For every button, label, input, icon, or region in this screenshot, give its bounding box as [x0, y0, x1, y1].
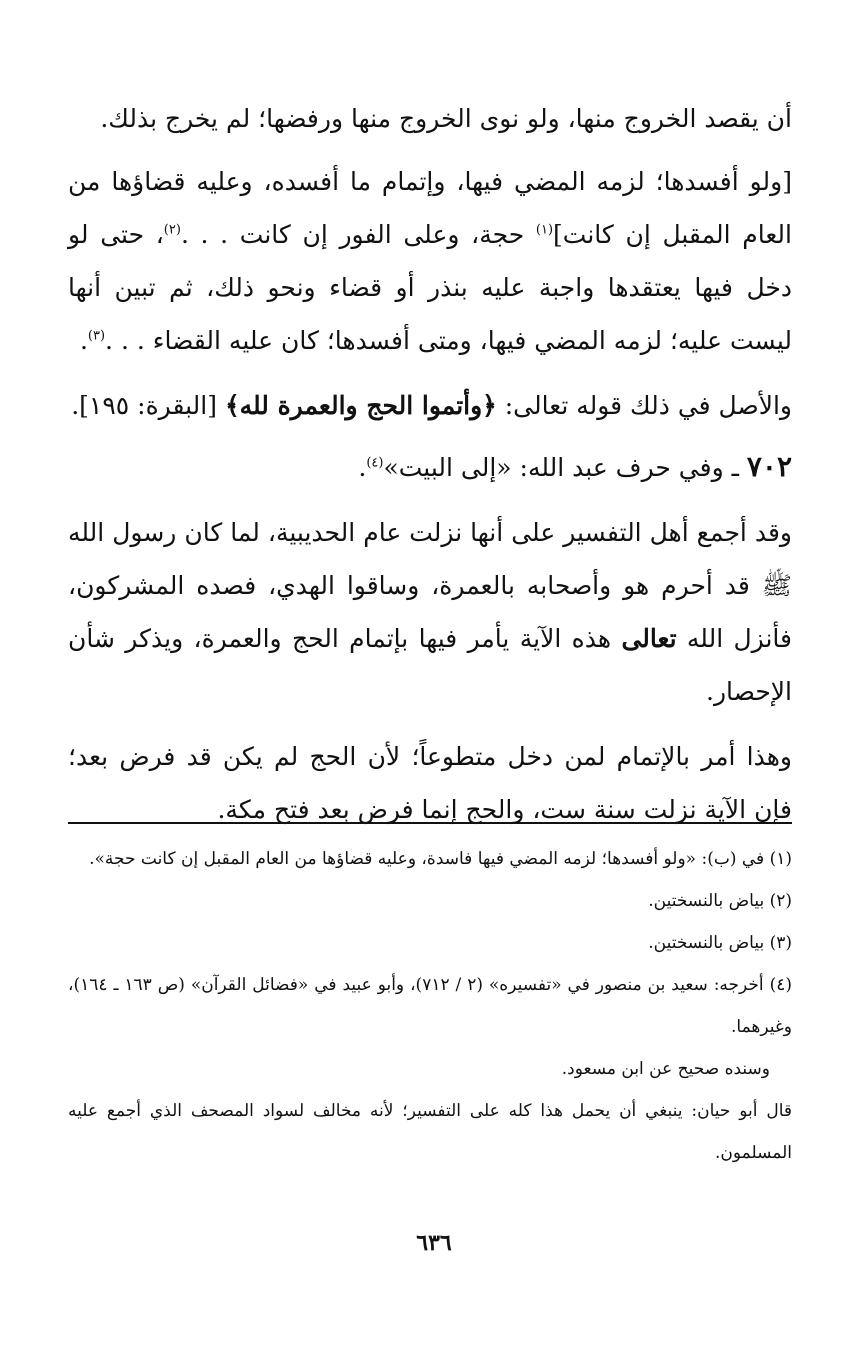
paragraph-5-text-a: وقد أجمع أهل التفسير على أنها نزلت عام الحديبية، لما كان رسول الله ﷺ قد أحرم هو وأصحابه بالعمرة، وساقوا الهدي، فصده المشركون، فأنزل الله — [68, 518, 792, 653]
paragraph-2 — [68, 155, 792, 367]
footnote-divider — [68, 822, 792, 824]
footnotes — [68, 838, 792, 1174]
paragraph-2-text-b: حجة، وعلى الفور إن كانت . . . — [180, 220, 536, 249]
main-text — [68, 92, 792, 848]
paragraph-3-text-a: والأصل في ذلك قوله تعالى: — [496, 391, 792, 420]
footnote-1: (١) في (ب): «ولو أفسدها؛ لزمه المضي فيها فاسدة، وعليه قضاؤها من العام المقبل إن كانت حجة». — [89, 849, 792, 869]
footnote-marker-1: (١) — [535, 222, 554, 238]
footnote-4-comment: قال أبو حيان: ينبغي أن يحمل هذا كله على التفسير؛ لأنه مخالف لسواد المصحف الذي أجمع عليه المسلمون. — [68, 1101, 792, 1163]
page-number: ٦٣٦ — [416, 1230, 452, 1256]
paragraph-5-text-b: تعالى — [621, 624, 677, 653]
paragraph-5 — [68, 506, 792, 718]
footnote-4: (٤) أخرجه: سعيد بن منصور في «تفسيره» (٢ / ٧١٢)، وأبو عبيد في «فضائل القرآن» (ص ١٦٣ ـ ١٦٤)، وغيرهما. — [68, 975, 792, 1037]
paragraph-3 — [68, 379, 792, 432]
footnote-marker-4: (٤) — [366, 455, 384, 471]
paragraph-2-text-c: ، حتى لو دخل فيها يعتقدها واجبة عليه بنذر أو قضاء ونحو ذلك، ثم تبين أنها ليست عليه؛ لزمه المضي فيها، ومتى أفسدها؛ كان عليه القضاء . . . — [68, 220, 792, 355]
footnote-marker-2: (٢) — [163, 222, 181, 238]
entry-number: ٧٠٢ — [746, 450, 792, 483]
paragraph-4-text-b: . — [358, 453, 367, 482]
paragraph-5-text-c: هذه الآية يأمر فيها بإتمام الحج والعمرة، ويذكر شأن الإحصار. — [68, 624, 792, 706]
paragraph-1: أن يقصد الخروج منها، ولو نوى الخروج منها ورفضها؛ لم يخرج بذلك. — [100, 104, 792, 133]
paragraph-4-text-a: ـ وفي حرف عبد الله: «إلى البيت» — [383, 453, 747, 482]
quran-verse: ﴿وأتموا الحج والعمرة لله﴾ — [224, 391, 497, 420]
paragraph-2-text-a: [ولو أفسدها؛ لزمه المضي فيها، وإتمام ما أفسده، وعليه قضاؤها من العام المقبل إن كانت] — [68, 167, 792, 249]
footnote-2: (٢) بياض بالنسختين. — [648, 891, 792, 911]
footnote-marker-3: (٣) — [87, 328, 106, 344]
paragraph-2-text-d: . — [79, 326, 88, 355]
footnote-3: (٣) بياض بالنسختين. — [648, 933, 792, 953]
paragraph-6: وهذا أمر بالإتمام لمن دخل متطوعاً؛ لأن الحج لم يكن قد فرض بعد؛ فإن الآية نزلت سنة ست، والحج إنما فرض بعد فتح مكة. — [68, 742, 792, 824]
paragraph-3-text-b: [البقرة: ١٩٥]. — [71, 391, 225, 420]
footnote-4-continuation: وسنده صحيح عن ابن مسعود. — [561, 1059, 770, 1079]
paragraph-4 — [68, 440, 792, 494]
